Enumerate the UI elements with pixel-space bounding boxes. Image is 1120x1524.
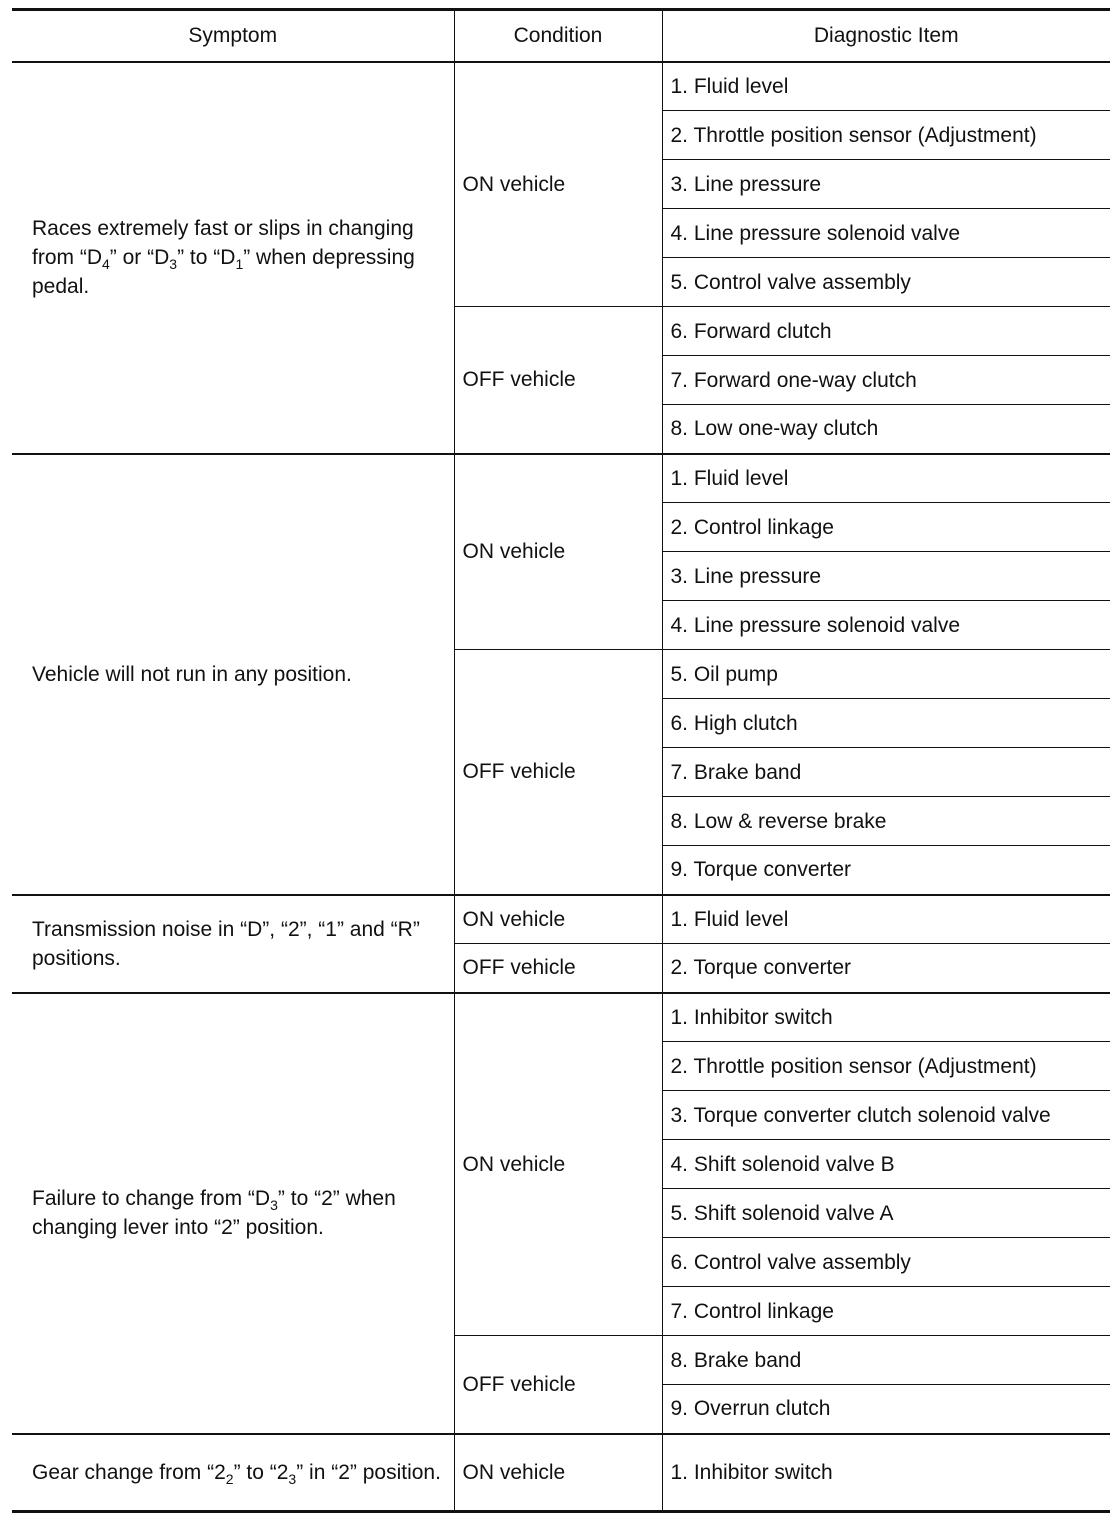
diagnostic-item-cell: 5. Control valve assembly (662, 258, 1110, 307)
diagnostic-item-cell: 5. Oil pump (662, 650, 1110, 699)
condition-cell: ON vehicle (454, 454, 662, 650)
diagnostic-item-cell: 3. Torque converter clutch solenoid valve (662, 1091, 1110, 1140)
diagnostic-item-cell: 7. Brake band (662, 748, 1110, 797)
symptom-cell: Vehicle will not run in any position. (12, 454, 454, 895)
diagnostic-item-cell: 9. Overrun clutch (662, 1385, 1110, 1434)
diagnostic-item-cell: 1. Fluid level (662, 454, 1110, 503)
diagnostic-item-cell: 6. High clutch (662, 699, 1110, 748)
condition-cell: OFF vehicle (454, 650, 662, 895)
header-symptom: Symptom (12, 10, 454, 62)
diagnostic-item-cell: 8. Brake band (662, 1336, 1110, 1385)
table-row (12, 993, 1110, 1042)
diagnostic-item-cell: 4. Shift solenoid valve B (662, 1140, 1110, 1189)
diagnostic-item-cell: 8. Low & reverse brake (662, 797, 1110, 846)
table-body (12, 62, 1110, 1512)
condition-cell: ON vehicle (454, 993, 662, 1336)
condition-cell: OFF vehicle (454, 944, 662, 993)
diagnostic-item-cell: 3. Line pressure (662, 160, 1110, 209)
symptom-cell: Races extremely fast or slips in changing from “$D_4$” or “$D_3$” to “$D_1$” when depressing pedal. (12, 62, 454, 454)
diagnostic-item-cell: 1. Fluid level (662, 895, 1110, 944)
table-header-row (12, 10, 1110, 62)
header-diagnostic-item: Diagnostic Item (662, 10, 1110, 62)
diagnostic-item-cell: 7. Control linkage (662, 1287, 1110, 1336)
condition-cell: ON vehicle (454, 62, 662, 307)
diagnostic-item-cell: 2. Control linkage (662, 503, 1110, 552)
diagnostic-item-cell: 4. Line pressure solenoid valve (662, 209, 1110, 258)
condition-cell: OFF vehicle (454, 1336, 662, 1434)
diagnostic-item-cell: 3. Line pressure (662, 552, 1110, 601)
diagnostic-item-cell: 2. Throttle position sensor (Adjustment) (662, 111, 1110, 160)
diagnostic-item-cell: 6. Control valve assembly (662, 1238, 1110, 1287)
diagnostic-item-cell: 1. Fluid level (662, 62, 1110, 111)
diagnostic-item-cell: 6. Forward clutch (662, 307, 1110, 356)
table-row (12, 1434, 1110, 1512)
condition-cell: ON vehicle (454, 895, 662, 944)
diagnostic-item-cell: 9. Torque converter (662, 846, 1110, 895)
diagnostic-item-cell: 1. Inhibitor switch (662, 993, 1110, 1042)
diagnostic-item-cell: 2. Throttle position sensor (Adjustment) (662, 1042, 1110, 1091)
diagnostic-item-cell: 4. Line pressure solenoid valve (662, 601, 1110, 650)
header-condition: Condition (454, 10, 662, 62)
symptom-cell: Transmission noise in “D”, “2”, “1” and “R” positions. (12, 895, 454, 993)
condition-cell: OFF vehicle (454, 307, 662, 454)
condition-cell: ON vehicle (454, 1434, 662, 1512)
diagnostic-item-cell: 7. Forward one-way clutch (662, 356, 1110, 405)
table-row (12, 62, 1110, 111)
symptom-cell: Failure to change from “$D_3$” to “2” when changing lever into “2” position. (12, 993, 454, 1434)
diagnostic-item-cell: 5. Shift solenoid valve A (662, 1189, 1110, 1238)
table-row (12, 454, 1110, 503)
diagnostic-table (12, 8, 1110, 1513)
diagnostic-item-cell: 1. Inhibitor switch (662, 1434, 1110, 1512)
diagnostic-item-cell: 8. Low one-way clutch (662, 405, 1110, 454)
diagnostic-item-cell: 2. Torque converter (662, 944, 1110, 993)
table-row (12, 895, 1110, 944)
symptom-cell: Gear change from “$2_2$” to “$2_3$” in “2” position. (12, 1434, 454, 1512)
